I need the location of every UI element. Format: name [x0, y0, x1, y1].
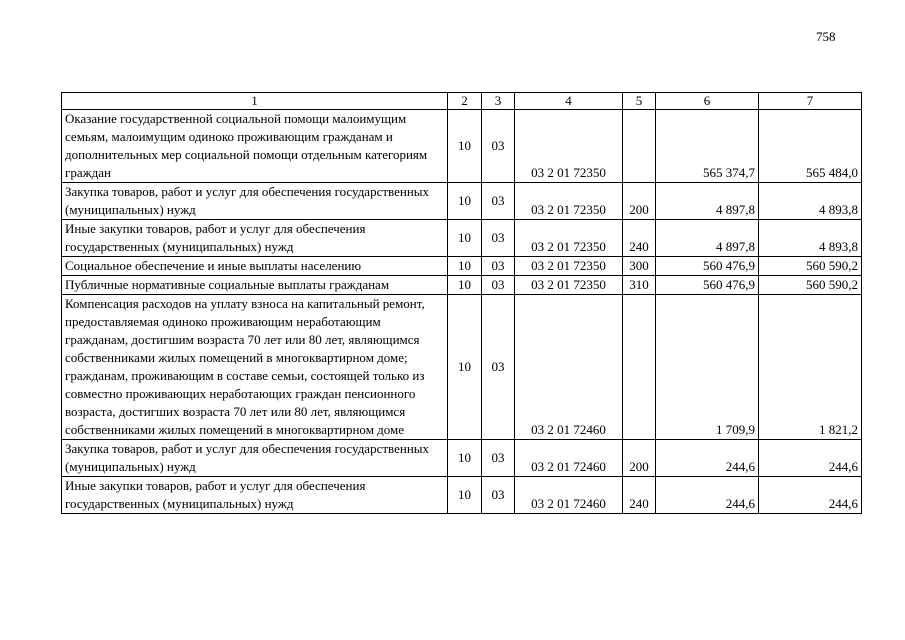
column-header: 3: [482, 93, 515, 110]
target-article-code: 03 2 01 72350: [515, 110, 623, 183]
amount-year-2: 1 821,2: [759, 295, 862, 440]
amount-year-1: 565 374,7: [656, 110, 759, 183]
expense-type-code: 240: [623, 477, 656, 514]
section-code: 10: [448, 220, 482, 257]
amount-year-1: 4 897,8: [656, 183, 759, 220]
amount-year-1: 560 476,9: [656, 276, 759, 295]
section-code: 10: [448, 257, 482, 276]
target-article-code: 03 2 01 72460: [515, 477, 623, 514]
expense-type-code: 200: [623, 440, 656, 477]
target-article-code: 03 2 01 72350: [515, 276, 623, 295]
section-code: 10: [448, 295, 482, 440]
amount-year-1: 244,6: [656, 440, 759, 477]
subsection-code: 03: [482, 276, 515, 295]
subsection-code: 03: [482, 257, 515, 276]
amount-year-2: 560 590,2: [759, 257, 862, 276]
amount-year-2: 244,6: [759, 440, 862, 477]
amount-year-2: 4 893,8: [759, 220, 862, 257]
target-article-code: 03 2 01 72350: [515, 257, 623, 276]
column-header: 6: [656, 93, 759, 110]
row-description: Компенсация расходов на уплату взноса на капитальный ремонт, предоставляемая одиноко проживающим неработающим гражданам, достигшим возраста 70 лет или 80 лет, являющимся собственниками жилых помещений в многоквартирном доме; гражданам, проживающим в составе семьи, состоящей только из совместно проживающих неработающих граждан пенсионного возраста, достигших возраста 70 лет или 80 лет, являющимся собственниками жилых помещений в многоквартирном доме: [62, 295, 448, 440]
amount-year-1: 1 709,9: [656, 295, 759, 440]
table-row: [62, 477, 862, 514]
page-number: 758: [816, 29, 836, 44]
amount-year-2: 565 484,0: [759, 110, 862, 183]
subsection-code: 03: [482, 440, 515, 477]
amount-year-1: 244,6: [656, 477, 759, 514]
target-article-code: 03 2 01 72460: [515, 440, 623, 477]
amount-year-2: 4 893,8: [759, 183, 862, 220]
section-code: 10: [448, 276, 482, 295]
expense-type-code: [623, 295, 656, 440]
amount-year-2: 244,6: [759, 477, 862, 514]
section-code: 10: [448, 183, 482, 220]
row-description: Закупка товаров, работ и услуг для обеспечения государственных (муниципальных) нужд: [62, 440, 448, 477]
table-row: [62, 183, 862, 220]
amount-year-1: 560 476,9: [656, 257, 759, 276]
subsection-code: 03: [482, 295, 515, 440]
expense-type-code: 240: [623, 220, 656, 257]
subsection-code: 03: [482, 220, 515, 257]
table-header-row: [62, 93, 862, 110]
expense-type-code: [623, 110, 656, 183]
table-row: [62, 257, 862, 276]
target-article-code: 03 2 01 72350: [515, 183, 623, 220]
budget-table: [61, 92, 862, 514]
subsection-code: 03: [482, 477, 515, 514]
row-description: Иные закупки товаров, работ и услуг для обеспечения государственных (муниципальных) нужд: [62, 220, 448, 257]
column-header: 4: [515, 93, 623, 110]
table-row: [62, 440, 862, 477]
column-header: 1: [62, 93, 448, 110]
amount-year-1: 4 897,8: [656, 220, 759, 257]
row-description: Публичные нормативные социальные выплаты гражданам: [62, 276, 448, 295]
amount-year-2: 560 590,2: [759, 276, 862, 295]
table-row: [62, 220, 862, 257]
column-header: 2: [448, 93, 482, 110]
section-code: 10: [448, 477, 482, 514]
table-row: [62, 276, 862, 295]
subsection-code: 03: [482, 110, 515, 183]
subsection-code: 03: [482, 183, 515, 220]
column-header: 5: [623, 93, 656, 110]
row-description: Оказание государственной социальной помощи малоимущим семьям, малоимущим одиноко проживающим гражданам и дополнительных мер социальной помощи отдельным категориям граждан: [62, 110, 448, 183]
expense-type-code: 300: [623, 257, 656, 276]
target-article-code: 03 2 01 72350: [515, 220, 623, 257]
expense-type-code: 200: [623, 183, 656, 220]
target-article-code: 03 2 01 72460: [515, 295, 623, 440]
section-code: 10: [448, 440, 482, 477]
row-description: Социальное обеспечение и иные выплаты населению: [62, 257, 448, 276]
expense-type-code: 310: [623, 276, 656, 295]
table-row: [62, 110, 862, 183]
column-header: 7: [759, 93, 862, 110]
table-row: [62, 295, 862, 440]
row-description: Закупка товаров, работ и услуг для обеспечения государственных (муниципальных) нужд: [62, 183, 448, 220]
row-description: Иные закупки товаров, работ и услуг для обеспечения государственных (муниципальных) нужд: [62, 477, 448, 514]
section-code: 10: [448, 110, 482, 183]
